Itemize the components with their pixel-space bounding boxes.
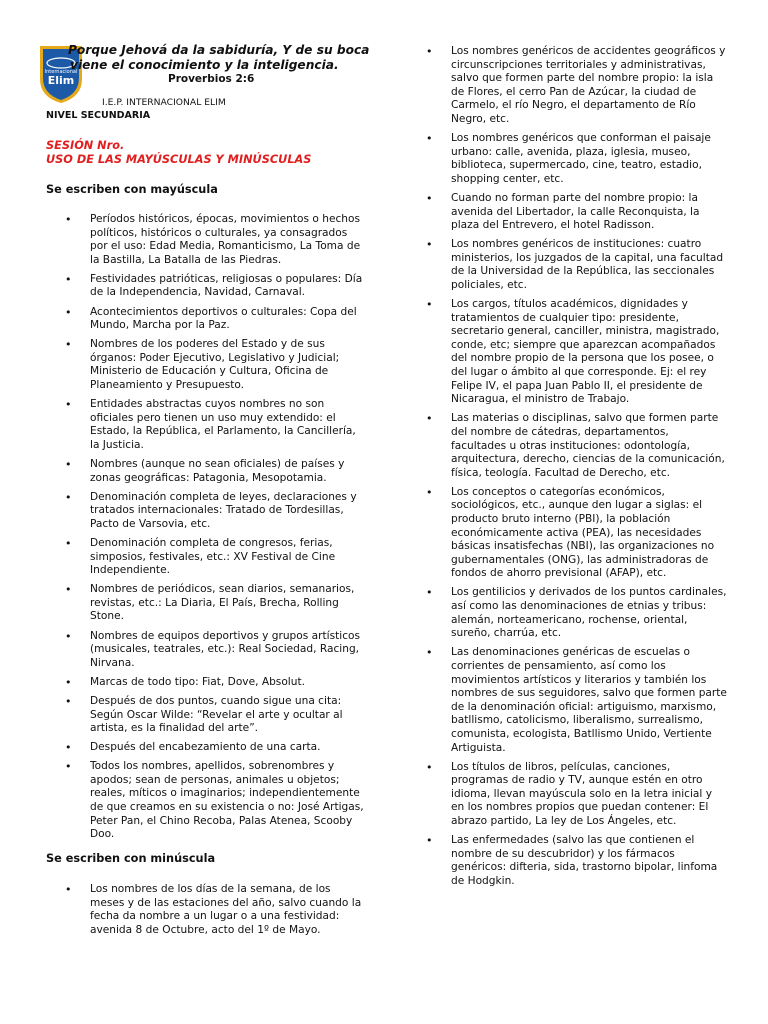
list-item: • Los gentilicios y derivados de los puntos cardinales, así como las denominaciones de etnias y tribus: alemán, norteamericano, rochense, oriental, sureño, charrúa, etc.: [451, 586, 727, 640]
list-item: • Nombres de los poderes del Estado y de sus órganos: Poder Ejecutivo, Legislativo y Judicial; Ministerio de Educación y Cultura, Oficina de Planeamiento y Presupuesto.: [90, 338, 366, 392]
list-item: • Los nombres genéricos que conforman el paisaje urbano: calle, avenida, plaza, iglesia, museo, biblioteca, supermercado, cine, teatro, estadio, shopping center, etc.: [451, 132, 727, 186]
list-minuscula-left: [90, 883, 366, 943]
quote-reference: Proverbios 2:6: [168, 73, 255, 85]
list-item: • Cuando no forman parte del nombre propio: la avenida del Libertador, la calle Reconquista, la plaza del Entrevero, el hotel Radisson.: [451, 192, 727, 233]
logo-text-2: Elim: [47, 74, 75, 87]
quote-line-1: Porque Jehová da la sabiduría, Y de su boca: [68, 43, 370, 57]
list-item: • Denominación completa de congresos, ferias, simposios, festivales, etc.: XV Festival de Cine Independiente.: [90, 537, 366, 578]
list-item: • Nombres (aunque no sean oficiales) de países y zonas geográficas: Patagonia, Mesopotamia.: [90, 458, 366, 485]
list-item: • Los nombres genéricos de instituciones: cuatro ministerios, los juzgados de la capital, una facultad de la Universidad de la República, las seccionales policiales, etc.: [451, 238, 727, 292]
list-item: • Los nombres genéricos de accidentes geográficos y circunscripciones territoriales y administrativas, salvo que formen parte del nombre propio: la isla de Flores, el cerro Pan de Azúcar, la ciudad de Carmelo, el río Negro, el departamento de Río Negro, etc.: [451, 45, 727, 127]
list-item: • Nombres de equipos deportivos y grupos artísticos (musicales, teatrales, etc.): Real Sociedad, Racing, Nirvana.: [90, 630, 366, 671]
session-number: SESIÓN Nro.: [46, 139, 125, 152]
list-item: • Los conceptos o categorías económicos, sociológicos, etc., aunque den lugar a siglas: el producto bruto interno (PBI), la población económicamente activa (PEA), las necesidades básicas insatisfechas (NBI), las organizaciones no gubernamentales (ONG), las administradoras de fondos de ahorro previsional (AFAP), etc.: [451, 486, 727, 581]
list-item: • Los títulos de libros, películas, canciones, programas de radio y TV, aunque estén en otro idioma, llevan mayúscula solo en la letra inicial y en los nombres propios que puedan contener: El abrazo partido, La ley de Los Ángeles, etc.: [451, 761, 727, 829]
list-item: • Después de dos puntos, cuando sigue una cita: Según Oscar Wilde: “Revelar el arte y ocultar al artista, es la finalidad del arte”.: [90, 695, 366, 736]
list-item: • Los cargos, títulos académicos, dignidades y tratamientos de cualquier tipo: presidente, secretario general, canciller, ministra, magistrado, conde, etc; siempre que aparezcan acompañados del nombre propio de la persona que los posee, o del lugar o ámbito al que corresponde. Ej: el rey Felipe IV, el papa Juan Pablo II, el presidente de Nicaragua, el ministro de Trabajo.: [451, 298, 727, 407]
list-item: • Todos los nombres, apellidos, sobrenombres y apodos; sean de personas, animales u objetos; reales, míticos o imaginarios; independientemente de que creamos en su existencia o no: José Artigas, Peter Pan, el Chino Recoba, Palas Atenea, Scooby Doo.: [90, 760, 366, 842]
school-name: I.E.P. INTERNACIONAL ELIM: [102, 97, 226, 108]
school-level: NIVEL SECUNDARIA: [46, 110, 151, 121]
session-topic: USO DE LAS MAYÚSCULAS Y MINÚSCULAS: [46, 153, 312, 166]
list-item: • Nombres de periódicos, sean diarios, semanarios, revistas, etc.: La Diaria, El País, Brecha, Rolling Stone.: [90, 583, 366, 624]
heading-minuscula: Se escriben con minúscula: [46, 852, 216, 865]
quote-line-2: viene el conocimiento y la inteligencia.: [70, 58, 339, 72]
list-item: • Denominación completa de leyes, declaraciones y tratados internacionales: Tratado de Tordesillas, Pacto de Varsovia, etc.: [90, 491, 366, 532]
list-item: • Las denominaciones genéricas de escuelas o corrientes de pensamiento, así como los movimientos artísticos y literarios y también los nombres de sus seguidores, salvo que formen parte de la denominación oficial: artiguismo, marxismo, batllismo, catolicismo, liberalismo, surrealismo, comunista, ecologista, Batllismo Unido, Vertiente Artiguista.: [451, 646, 727, 755]
list-item: • Entidades abstractas cuyos nombres no son oficiales pero tienen un uso muy extendido: el Estado, la República, el Parlamento, la Cancillería, la Justicia.: [90, 398, 366, 452]
list-item: • Las enfermedades (salvo las que contienen el nombre de su descubridor) y los fármacos genéricos: difteria, sida, trastorno bipolar, linfoma de Hodgkin.: [451, 834, 727, 888]
heading-mayuscula: Se escriben con mayúscula: [46, 183, 218, 196]
list-item: • Festividades patrióticas, religiosas o populares: Día de la Independencia, Navidad, Carnaval.: [90, 273, 366, 300]
list-minuscula-right: [451, 45, 727, 894]
bible-quote: [68, 43, 378, 73]
logo-text-1: Internacional: [44, 69, 78, 75]
list-item: • Marcas de todo tipo: Fiat, Dove, Absolut.: [90, 676, 366, 690]
list-item: • Las materias o disciplinas, salvo que formen parte del nombre de cátedras, departamentos, facultades u otras instituciones: odontología, arquitectura, derecho, ciencias de la comunicación, física, teología. Facultad de Derecho, etc.: [451, 412, 727, 480]
list-item: • Acontecimientos deportivos o culturales: Copa del Mundo, Marcha por la Paz.: [90, 306, 366, 333]
list-mayuscula: [90, 213, 366, 847]
list-item: • Los nombres de los días de la semana, de los meses y de las estaciones del año, salvo cuando la fecha da nombre a un lugar o a una festividad: avenida 8 de Octubre, acto del 1º de Mayo.: [90, 883, 366, 937]
list-item: • Después del encabezamiento de una carta.: [90, 741, 366, 755]
list-item: • Períodos históricos, épocas, movimientos o hechos políticos, históricos o culturales, ya consagrados por el uso: Edad Media, Romanticismo, La Toma de la Bastilla, La Batalla de las Piedras.: [90, 213, 366, 267]
session-title: [46, 139, 311, 167]
